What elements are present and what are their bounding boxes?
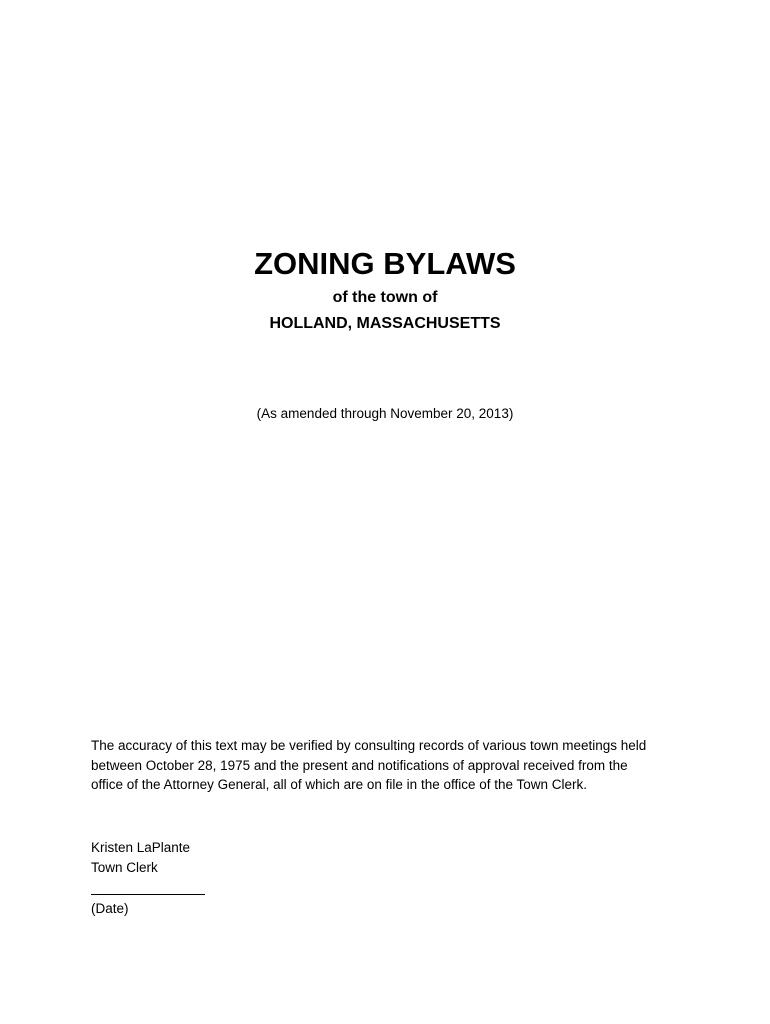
signatory-title: Town Clerk: [91, 860, 158, 875]
subtitle-town-name: HOLLAND, MASSACHUSETTS: [269, 315, 501, 332]
date-label: (Date): [91, 901, 129, 916]
subtitle-town-of: of the town of: [332, 289, 438, 306]
verification-paragraph: [91, 736, 691, 795]
document-title: ZONING BYLAWS: [254, 246, 516, 281]
verification-line: office of the Attorney General, all of which are on file in the office of the Town Clerk.: [91, 777, 588, 792]
verification-line: between October 28, 1975 and the present and notifications of approval received from the: [91, 757, 628, 773]
signatory-name: Kristen LaPlante: [91, 840, 191, 855]
amended-note: (As amended through November 20, 2013): [256, 406, 514, 421]
date-signature-line: [91, 880, 205, 895]
verification-line: The accuracy of this text may be verified by consulting records of various town meetings held: [91, 738, 647, 753]
